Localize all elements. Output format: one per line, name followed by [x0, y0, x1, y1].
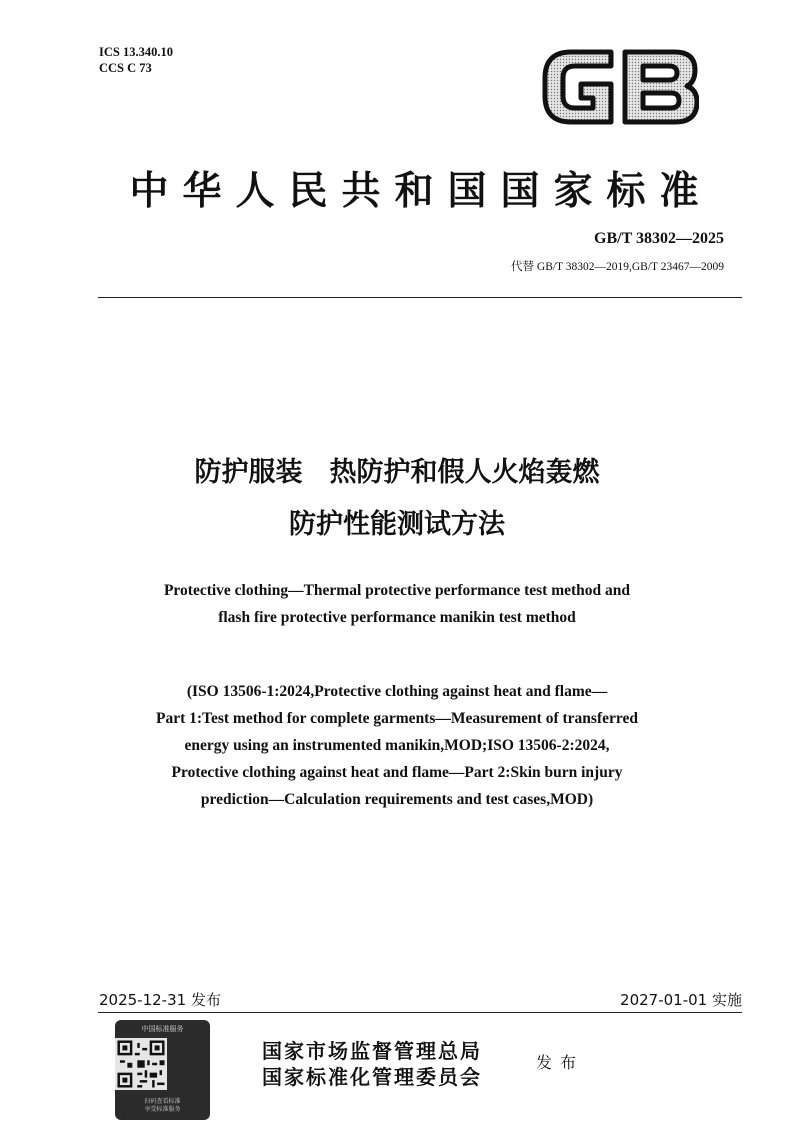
qr-header: 中国标准服务 — [141, 1025, 184, 1033]
publish-label: 发布 — [536, 1053, 585, 1072]
implementation-date: 2027-01-01 实施 — [620, 991, 742, 1009]
national-standard-title: 中华人民共和国国家标准 — [129, 169, 713, 214]
iso-note-line5: prediction—Calculation requirements and test cases,MOD) — [200, 791, 594, 808]
issue-date: 2025-12-31 发布 — [99, 991, 221, 1009]
issuer-sac: 国家标准化管理委员会 — [262, 1065, 482, 1089]
ics-code: ICS 13.340.10 — [99, 45, 173, 59]
title-en-line1: Protective clothing—Thermal protective performance test method and — [163, 582, 631, 599]
issuing-authorities — [262, 1038, 482, 1090]
classification-codes — [99, 44, 173, 76]
ccs-code: CCS C 73 — [99, 61, 152, 75]
iso-note-line3: energy using an instrumented manikin,MOD;ISO 13506-2:2024, — [184, 737, 610, 754]
qr-footer-line2: 享受标准服务 — [144, 1106, 181, 1113]
qr-footer-line1: 扫码查看标准 — [144, 1098, 181, 1105]
iso-note-line4: Protective clothing against heat and flame—Part 2:Skin burn injury — [171, 764, 623, 781]
title-en-line2: flash fire protective performance manikin test method — [218, 609, 576, 626]
standard-number: GB/T 38302—2025 — [594, 230, 724, 247]
title-cn-line1: 防护服装 热防护和假人火焰轰燃 — [194, 457, 600, 488]
replaces-note: 代替 GB/T 38302—2019,GB/T 23467—2009 — [511, 261, 724, 273]
issuer-samr: 国家市场监督管理总局 — [262, 1039, 482, 1063]
title-cn-line2: 防护性能测试方法 — [289, 509, 505, 540]
footer-divider — [98, 1012, 742, 1013]
iso-note-line2: Part 1:Test method for complete garments—Measurement of transferred — [156, 710, 638, 727]
qr-code-icon — [115, 1038, 167, 1090]
gb-logo — [541, 46, 699, 128]
qr-code-sticker[interactable] — [115, 1020, 210, 1120]
header-divider — [98, 297, 742, 298]
qr-footer — [115, 1098, 210, 1114]
iso-note-line1: (ISO 13506-1:2024,Protective clothing against heat and flame— — [186, 683, 608, 700]
